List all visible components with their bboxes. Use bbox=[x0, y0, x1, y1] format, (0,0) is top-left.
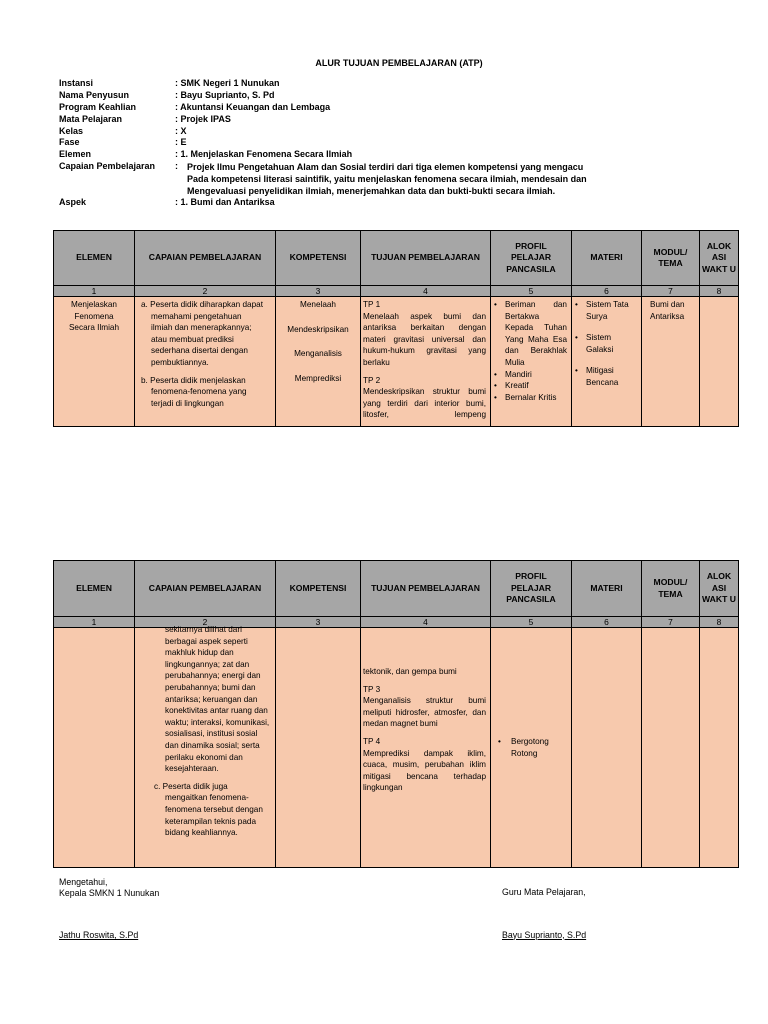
alokasi-cell bbox=[700, 628, 739, 868]
header-row bbox=[54, 561, 739, 617]
kompetensi-item: Menelaah bbox=[300, 300, 336, 309]
info-value: : SMK Negeri 1 Nunukan bbox=[175, 78, 280, 88]
tp-text: Menelaah aspek bumi dan antariksa berkaitan dengan materi gravitasi universal dan hukum-hukum gravitasi yang berlaku bbox=[363, 311, 486, 367]
materi-item: • Sistem Galaksi bbox=[574, 332, 637, 355]
info-label: Program Keahlian bbox=[59, 101, 137, 112]
header-materi: MATERI bbox=[572, 561, 642, 617]
sign-left-line2: Kepala SMKN 1 Nunukan bbox=[59, 887, 160, 898]
col-number: 4 bbox=[361, 286, 491, 297]
kompetensi-cell bbox=[276, 628, 361, 868]
info-label: Kelas bbox=[59, 125, 84, 136]
col-number: 4 bbox=[361, 617, 491, 628]
kompetensi-item: Menganalisis bbox=[294, 349, 342, 359]
col-number: 6 bbox=[572, 617, 642, 628]
col-number: 7 bbox=[642, 617, 700, 628]
info-label: Fase bbox=[59, 137, 80, 148]
info-label: Capaian Pembelajaran bbox=[59, 161, 156, 172]
profil-item: • Beriman dan Bertakwa Kepada Tuhan Yang Maha Esa dan Berakhlak Mulia bbox=[493, 299, 567, 369]
header-tujuan: TUJUAN PEMBELAJARAN bbox=[361, 231, 491, 286]
header-elemen: ELEMEN bbox=[54, 561, 135, 617]
col-number: 5 bbox=[491, 286, 572, 297]
info-label: Nama Penyusun bbox=[59, 89, 130, 100]
content-row bbox=[54, 297, 739, 427]
capaian-item-b: b. Peserta didik menjelaskan fenomena-fenomena yang terjadi di lingkungan bbox=[141, 375, 247, 408]
capaian-line: Projek Ilmu Pengetahuan Alam dan Sosial terdiri dari tiga elemen kompetensi yang mengacu bbox=[187, 162, 584, 173]
header-kompetensi: KOMPETENSI bbox=[276, 561, 361, 617]
col-number: 8 bbox=[700, 286, 739, 297]
col-number: 1 bbox=[54, 617, 135, 628]
col-number: 6 bbox=[572, 286, 642, 297]
col-number: 2 bbox=[135, 286, 276, 297]
number-row bbox=[54, 617, 739, 628]
info-value: : Bayu Suprianto, S. Pd bbox=[175, 89, 275, 100]
header-materi: MATERI bbox=[572, 231, 642, 286]
tp-continued: tektonik, dan gempa bumi bbox=[363, 667, 457, 676]
info-value: : Projek IPAS bbox=[175, 113, 231, 124]
kompetensi-item: Mendeskripsikan bbox=[287, 324, 349, 334]
header-alokasi: ALOK ASI WAKT U bbox=[700, 561, 739, 617]
sign-right-line1: Guru Mata Pelajaran, bbox=[502, 887, 586, 897]
header-capaian: CAPAIAN PEMBELAJARAN bbox=[135, 561, 276, 617]
kompetensi-item: Memprediksi bbox=[294, 373, 342, 383]
info-value: : Akuntansi Keuangan dan Lembaga bbox=[175, 101, 331, 112]
capaian-text bbox=[187, 161, 587, 197]
info-label: Instansi bbox=[59, 78, 94, 88]
col-number: 3 bbox=[276, 617, 361, 628]
alokasi-cell bbox=[700, 297, 739, 427]
materi-item: • Mitigasi Bencana bbox=[574, 365, 637, 388]
tp-text: Menganalisis struktur bumi meliputi hidrosfer, atmosfer, dan medan magnet bumi bbox=[363, 696, 486, 729]
header-alokasi: ALOK ASI WAKT U bbox=[700, 231, 739, 286]
tp-label: TP 1 bbox=[363, 300, 381, 309]
info-value: : X bbox=[175, 125, 187, 136]
elemen-cell bbox=[54, 628, 135, 868]
col-number: 7 bbox=[642, 286, 700, 297]
elemen-cell: Menjelaskan Fenomena Secara Ilmiah bbox=[54, 297, 135, 427]
sign-left-name: Jathu Roswita, S.Pd bbox=[59, 930, 139, 940]
col-number: 3 bbox=[276, 286, 361, 297]
header-kompetensi: KOMPETENSI bbox=[276, 231, 361, 286]
document-title: ALUR TUJUAN PEMBELAJARAN (ATP) bbox=[315, 58, 483, 68]
tujuan-cell bbox=[361, 628, 491, 868]
col-number: 5 bbox=[491, 617, 572, 628]
sign-right-name: Bayu Suprianto, S.Pd bbox=[502, 929, 587, 940]
info-label: Mata Pelajaran bbox=[59, 113, 123, 124]
header-tujuan: TUJUAN PEMBELAJARAN bbox=[361, 561, 491, 617]
number-row bbox=[54, 286, 739, 297]
materi-cell bbox=[572, 628, 642, 868]
capaian-line: Pada kompetensi literasi saintifik, yaitu menjelaskan fenomena secara ilmiah, mendesain dan bbox=[187, 174, 587, 185]
info-value: : E bbox=[175, 137, 187, 148]
atp-table-1 bbox=[53, 230, 739, 427]
capaian-cell bbox=[135, 297, 276, 427]
content-row bbox=[54, 628, 739, 868]
header-modul: MODUL/ TEMA bbox=[642, 561, 700, 617]
header-capaian: CAPAIAN PEMBELAJARAN bbox=[135, 231, 276, 286]
info-value: : bbox=[175, 161, 178, 172]
capaian-cell bbox=[135, 625, 276, 868]
header-elemen: ELEMEN bbox=[54, 231, 135, 286]
modul-cell: Bumi dan Antariksa bbox=[642, 297, 700, 427]
tp-label: TP 2 bbox=[363, 375, 381, 385]
signature-right bbox=[502, 887, 586, 940]
materi-cell bbox=[572, 297, 642, 427]
tp-text: Mendeskripsikan struktur bumi yang terdiri dari interior bumi, litosfer, lempeng bbox=[363, 387, 486, 420]
tp-label: TP 3 bbox=[363, 684, 381, 694]
col-number: 1 bbox=[54, 286, 135, 297]
header-row bbox=[54, 231, 739, 286]
profil-item: • Kreatif bbox=[493, 380, 567, 392]
profil-cell bbox=[491, 297, 572, 427]
capaian-item-c: c. Peserta didik juga mengaitkan fenomena-fenomena tersebut dengan keterampilan teknis pada bidang keahliannya. bbox=[154, 781, 263, 838]
info-label: Aspek bbox=[59, 196, 87, 207]
tp-label: TP 4 bbox=[363, 736, 381, 746]
col-number: 8 bbox=[700, 617, 739, 628]
header-profil: PROFIL PELAJAR PANCASILA bbox=[491, 561, 572, 617]
info-label: Elemen bbox=[59, 149, 92, 160]
header-profil: PROFIL PELAJAR PANCASILA bbox=[491, 231, 572, 286]
atp-table-2 bbox=[53, 560, 739, 868]
sign-left-line1: Mengetahui, bbox=[59, 877, 108, 887]
kompetensi-cell bbox=[276, 297, 361, 427]
header-modul: MODUL/ TEMA bbox=[642, 231, 700, 286]
materi-item: • Sistem Tata Surya bbox=[574, 299, 637, 322]
info-value: : 1. Menjelaskan Fenomena Secara Ilmiah bbox=[175, 149, 353, 160]
signature-left bbox=[59, 877, 159, 941]
modul-cell bbox=[642, 628, 700, 868]
tujuan-cell bbox=[361, 297, 491, 427]
capaian-line: Mengevaluasi penyelidikan ilmiah, menerjemahkan data dan bukti-bukti secara ilmiah. bbox=[187, 186, 556, 197]
profil-item: • Bergotong Rotong bbox=[497, 736, 567, 759]
profil-item: • Bernalar Kritis bbox=[493, 392, 567, 404]
capaian-item-a: a. Peserta didik diharapkan dapat memahami pengetahuan ilmiah dan menerapkannya; atau membuat prediksi sederhana disertai dengan pembuktiannya. bbox=[141, 300, 263, 367]
profil-item: • Mandiri bbox=[493, 369, 567, 381]
tp-text: Memprediksi dampak iklim, cuaca, musim, perubahan iklim mitigasi bencana terhadap lingkungan bbox=[363, 748, 486, 793]
profil-cell bbox=[491, 628, 572, 868]
capaian-continued: sekitarnya dilihat dari berbagai aspek seperti makhluk hidup dan lingkungannya; zat dan perubahannya; energi dan perubahannya; bumi dan antariksa; keruangan dan konektivitas antar ruang dan waktu; interaksi, komunikasi, sosialisasi, institusi sosial dan dinamika sosial; serta perilaku ekonomi dan kesejahteraan. bbox=[165, 625, 270, 774]
col-number: 2 bbox=[135, 617, 276, 628]
info-value: : 1. Bumi dan Antariksa bbox=[175, 196, 275, 207]
